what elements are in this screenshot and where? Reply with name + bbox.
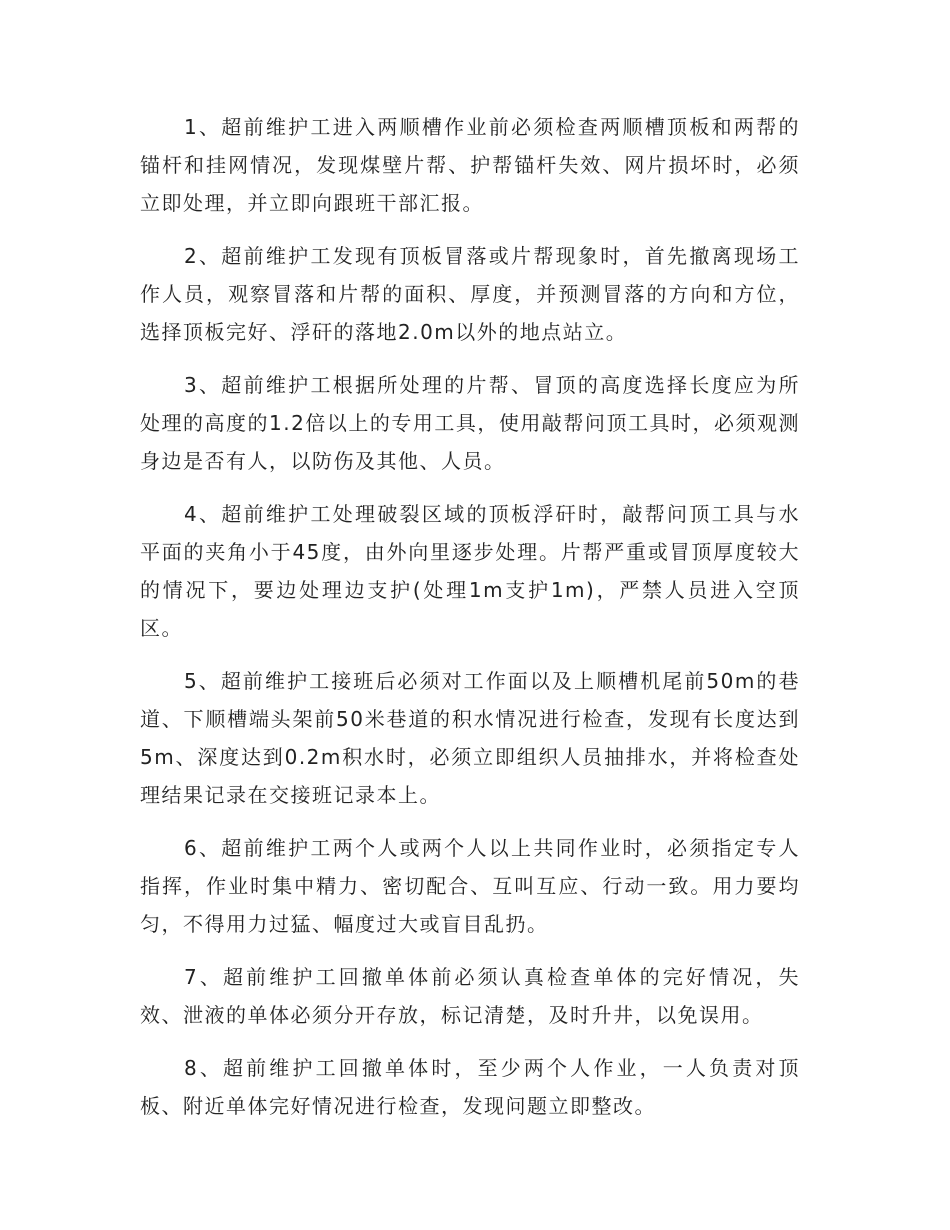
paragraph-8: 8、超前维护工回撤单体时，至少两个人作业，一人负责对顶板、附近单体完好情况进行检查，发现问题立即整改。 bbox=[140, 1056, 800, 1118]
paragraph-6: 6、超前维护工两个人或两个人以上共同作业时，必须指定专人指挥，作业时集中精力、密切配合、互叫互应、行动一致。用力要均匀，不得用力过猛、幅度过大或盲目乱扔。 bbox=[140, 836, 800, 936]
paragraph-4: 4、超前维护工处理破裂区域的顶板浮矸时，敲帮问顶工具与水平面的夹角小于45度，由外向里逐步处理。片帮严重或冒顶厚度较大的情况下，要边处理边支护(处理1m支护1m)，严禁人员进入空顶区。 bbox=[140, 502, 800, 640]
paragraph-3: 3、超前维护工根据所处理的片帮、冒顶的高度选择长度应为所处理的高度的1.2倍以上的专用工具，使用敲帮问顶工具时，必须观测身边是否有人，以防伤及其他、人员。 bbox=[140, 373, 800, 473]
paragraph-1: 1、超前维护工进入两顺槽作业前必须检查两顺槽顶板和两帮的锚杆和挂网情况，发现煤壁片帮、护帮锚杆失效、网片损坏时，必须立即处理，并立即向跟班干部汇报。 bbox=[140, 115, 800, 215]
paragraph-5: 5、超前维护工接班后必须对工作面以及上顺槽机尾前50m的巷道、下顺槽端头架前50米巷道的积水情况进行检查，发现有长度达到5m、深度达到0.2m积水时，必须立即组织人员抽排水，并将检查处理结果记录在交接班记录本上。 bbox=[140, 669, 800, 807]
paragraph-7: 7、超前维护工回撤单体前必须认真检查单体的完好情况，失效、泄液的单体必须分开存放，标记清楚，及时升井，以免误用。 bbox=[140, 965, 800, 1027]
paragraph-2: 2、超前维护工发现有顶板冒落或片帮现象时，首先撤离现场工作人员，观察冒落和片帮的面积、厚度，并预测冒落的方向和方位，选择顶板完好、浮矸的落地2.0m以外的地点站立。 bbox=[140, 244, 800, 344]
